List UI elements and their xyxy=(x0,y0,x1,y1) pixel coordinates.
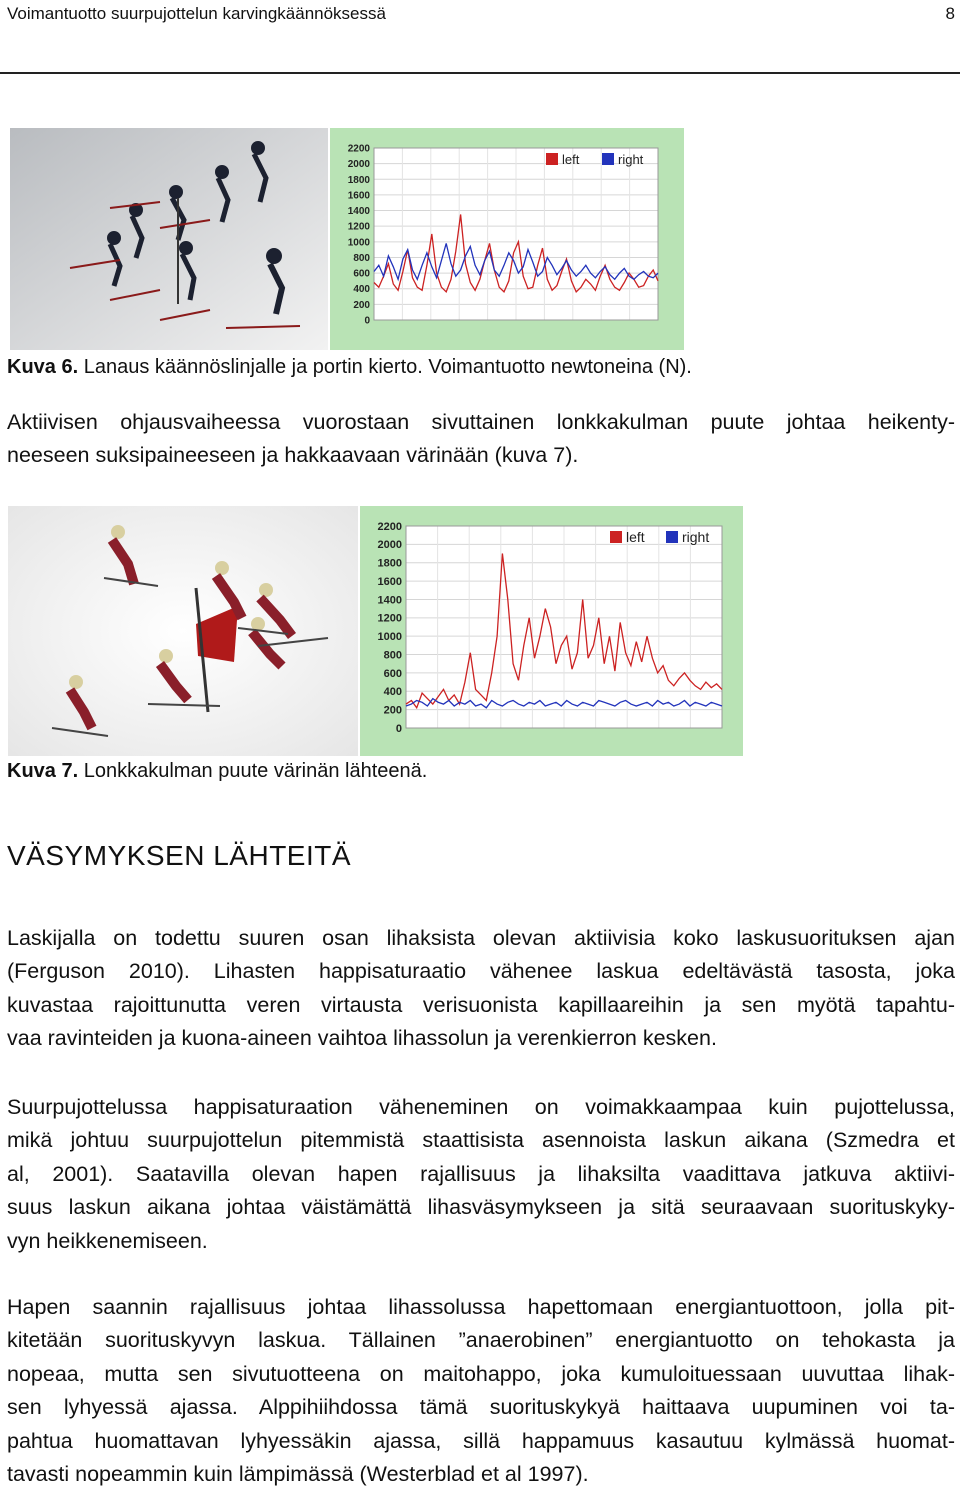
y-tick-label: 800 xyxy=(353,252,370,264)
figure6-caption-label: Kuva 6. xyxy=(7,356,79,378)
figure6-caption-text: Lanaus käännöslinjalle ja portin kierto. Voimantuotto newtoneina (N). xyxy=(83,356,692,378)
paragraph-line: suus laskun aikana johtaa väistämättä lihasväsymykseen ja sitä seuraavaan suorituskyky- xyxy=(7,1195,955,1220)
paragraph-line: vaa ravinteiden ja kuona-aineen vaihtoa lihassolun ja verenkierron kesken. xyxy=(7,1026,717,1051)
legend-swatch xyxy=(666,531,678,543)
paragraph-line: Suurpujottelussa happisaturaation väheneminen on voimakkaampaa kuin pujottelussa, xyxy=(7,1095,955,1119)
y-tick-label: 800 xyxy=(383,649,402,662)
paragraph-line: al, 2001). Saatavilla olevan hapen rajallisuus ja lihaksilta vaadittava jatkuva aktiivi- xyxy=(7,1161,955,1186)
paragraph-line: pahtua huomattavan lyhyessäkin ajassa, sillä happamuus kasautuu kylmässä huomat- xyxy=(7,1428,955,1453)
y-tick-label: 2000 xyxy=(377,539,402,552)
paragraph-line: Aktiivisen ohjausvaiheessa vuorostaan sivuttainen lonkkakulman puute johtaa heikenty- xyxy=(7,410,955,434)
paragraph-3 xyxy=(7,1091,955,1258)
y-tick-label: 0 xyxy=(364,315,370,327)
paragraph-line: mikä johtuu suurpujottelun pitemmistä staattisista asennoista laskun aikana (Szmedra et xyxy=(7,1128,955,1153)
legend-label: left xyxy=(562,152,580,167)
paragraph-line: sen lyhyessä ajassa. Alppihiihdossa tämä suorituskykyä haittaava uupuminen voi ta- xyxy=(7,1395,955,1420)
y-tick-label: 200 xyxy=(353,299,370,311)
legend-swatch xyxy=(546,153,558,165)
y-tick-label: 2200 xyxy=(347,143,370,155)
y-tick-label: 600 xyxy=(353,268,370,280)
y-tick-label: 1600 xyxy=(377,575,402,588)
y-tick-label: 1200 xyxy=(377,612,402,625)
skier-sequence-illustration-2 xyxy=(8,506,358,756)
page-number: 8 xyxy=(945,4,955,23)
paragraph-line: tavasti nopeammin kuin lämpimässä (Westerblad et al 1997). xyxy=(7,1462,589,1487)
y-tick-label: 1600 xyxy=(347,190,370,202)
y-tick-label: 2200 xyxy=(377,520,402,533)
header-divider xyxy=(0,72,960,74)
y-tick-label: 400 xyxy=(383,686,402,699)
y-tick-label: 1200 xyxy=(347,221,370,233)
paragraph-line: vyn heikkenemiseen. xyxy=(7,1228,208,1253)
page-header xyxy=(7,2,955,28)
skier-sequence-illustration xyxy=(10,128,328,350)
figure6-photo xyxy=(10,128,328,350)
figure7-caption-label: Kuva 7. xyxy=(7,760,79,782)
legend-label: right xyxy=(618,152,644,167)
figure7-caption xyxy=(7,760,427,783)
y-tick-label: 1000 xyxy=(377,631,402,644)
y-tick-label: 600 xyxy=(383,667,402,680)
paragraph-line: (Ferguson 2010). Lihasten happisaturaatio vähenee laskua edeltävästä tasosta, joka xyxy=(7,959,955,984)
y-tick-label: 1400 xyxy=(347,206,370,218)
y-tick-label: 1800 xyxy=(377,557,402,570)
force-chart-figure6 xyxy=(330,128,684,350)
y-tick-label: 400 xyxy=(353,284,370,296)
legend-label: right xyxy=(682,529,710,545)
legend-swatch xyxy=(610,531,622,543)
y-tick-label: 2000 xyxy=(347,159,370,171)
figure6-caption xyxy=(7,356,692,379)
paragraph-4 xyxy=(7,1291,955,1491)
paragraph-line: neeseen suksipaineeseen ja hakkaavaan värinään (kuva 7). xyxy=(7,443,579,468)
figure7-photo xyxy=(8,506,358,756)
section-heading: VÄSYMYKSEN LÄHTEITÄ xyxy=(7,840,352,871)
paragraph-line: nopeaa, mutta sen sivutuotteena on maitohappo, joka kumuloituessaan uuvuttaa lihak- xyxy=(7,1361,955,1386)
paragraph-line: Laskijalla on todettu suuren osan lihaksista olevan aktiivisia koko laskusuorituksen ajan xyxy=(7,926,955,950)
paragraph-1 xyxy=(7,406,955,473)
y-tick-label: 1400 xyxy=(377,594,402,607)
y-tick-label: 0 xyxy=(395,722,402,735)
figure7-caption-text: Lonkkakulman puute värinän lähteenä. xyxy=(83,760,428,782)
y-tick-label: 200 xyxy=(383,704,402,717)
figure7-chart xyxy=(360,506,743,756)
legend-swatch xyxy=(602,153,614,165)
force-chart-figure7 xyxy=(360,506,743,756)
y-tick-label: 1000 xyxy=(347,237,370,249)
paragraph-line: kuvastaa rajoittunutta veren virtausta verisuonista kapillaareihin ja sen myötä tapahtu- xyxy=(7,992,955,1017)
paragraph-2 xyxy=(7,922,955,1056)
paragraph-line: kitetään suorituskyvyn laskua. Tällainen ”anaerobinen” energiantuotto on tehokasta ja xyxy=(7,1328,955,1353)
paragraph-line: Hapen saannin rajallisuus johtaa lihassolussa hapettomaan energiantuottoon, jolla pit- xyxy=(7,1295,955,1319)
figure6-chart xyxy=(330,128,684,350)
y-tick-label: 1800 xyxy=(347,174,370,186)
document-title: Voimantuotto suurpujottelun karvingkäännöksessä xyxy=(7,4,386,23)
legend-label: left xyxy=(626,529,645,545)
